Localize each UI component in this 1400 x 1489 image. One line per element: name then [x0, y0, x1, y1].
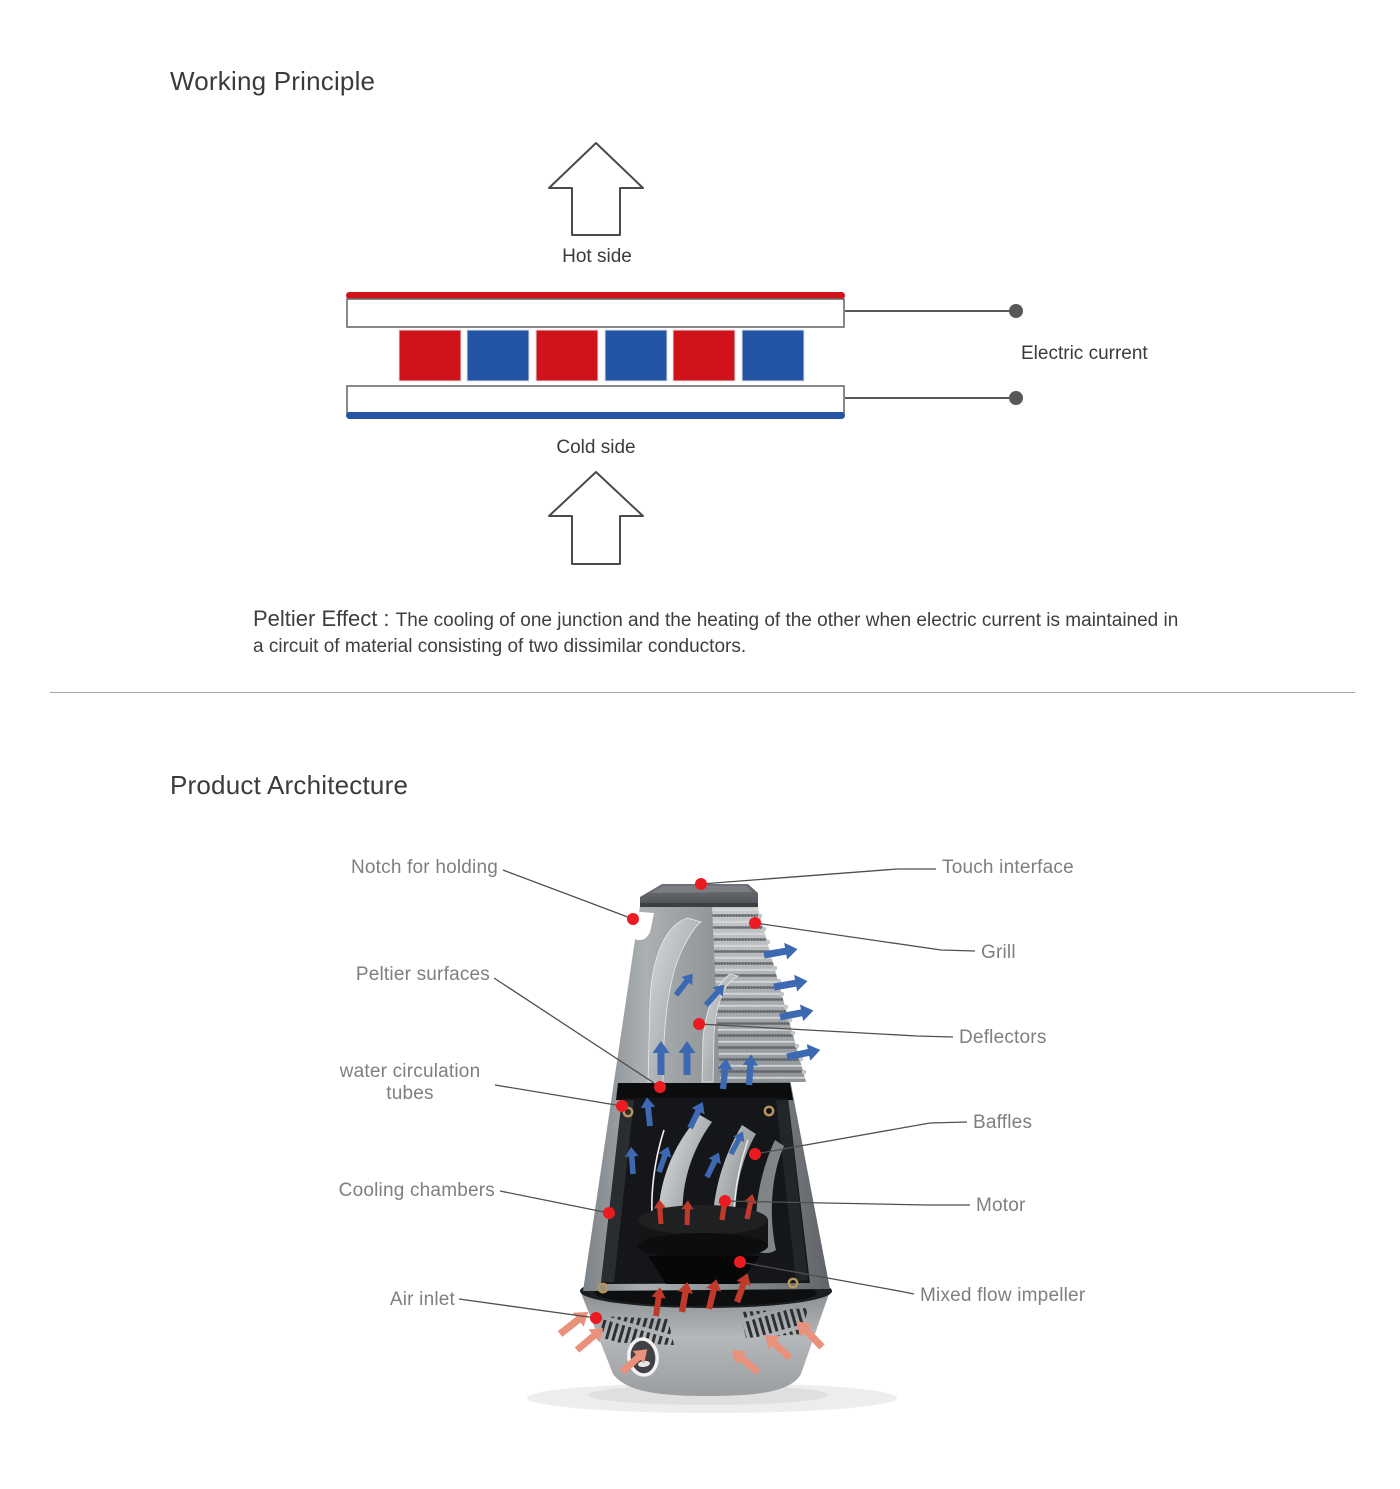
- marker-motor: [719, 1195, 731, 1207]
- semiconductor-array: [399, 330, 804, 381]
- hot-plate-bar: [346, 292, 845, 299]
- working-principle-title: Working Principle: [170, 66, 376, 96]
- callout-label-water-circulation-tubes: water circulation tubes: [339, 1061, 481, 1104]
- device-illustration: [527, 884, 897, 1413]
- cap-lip: [640, 903, 758, 907]
- cold-side-arrow-icon: [549, 472, 643, 564]
- callout-label-grill: Grill: [981, 942, 1016, 963]
- marker-grill: [749, 917, 761, 929]
- marker-baffles: [749, 1148, 761, 1160]
- semiconductor-square-cold: [605, 330, 667, 381]
- cold-side-label: Cold side: [556, 437, 636, 458]
- terminal-dot: [1009, 304, 1023, 318]
- callout-label-peltier-surfaces: Peltier surfaces: [355, 964, 490, 985]
- section-divider: [50, 692, 1355, 693]
- bottom-ceramic-plate: [347, 386, 844, 413]
- semiconductor-square-hot: [536, 330, 598, 381]
- callout-label-notch-for-holding: Notch for holding: [350, 857, 498, 878]
- marker-notch: [627, 913, 639, 925]
- chamber-shelf: [616, 1083, 793, 1100]
- terminal-dot: [1009, 391, 1023, 405]
- marker-air-inlet: [590, 1312, 602, 1324]
- callout-label-motor: Motor: [976, 1195, 1026, 1216]
- product-architecture-diagram: [0, 840, 1400, 1489]
- marker-cooling-chambers: [603, 1207, 615, 1219]
- electric-current-label: Electric current: [1021, 343, 1148, 364]
- marker-water-tubes: [616, 1100, 628, 1112]
- callout-label-baffles: Baffles: [973, 1112, 1033, 1133]
- hot-side-arrow-icon: [549, 143, 643, 235]
- hot-side-label: Hot side: [562, 246, 632, 267]
- callout-label-mixed-flow-impeller: Mixed flow impeller: [920, 1285, 1086, 1306]
- cold-plate-bar: [346, 412, 845, 419]
- semiconductor-square-hot: [399, 330, 461, 381]
- callout-label-touch-interface: Touch interface: [942, 857, 1074, 878]
- marker-mixed-flow-impeller: [734, 1256, 746, 1268]
- peltier-effect-description: [253, 604, 1183, 661]
- callout-label-air-inlet: Air inlet: [389, 1289, 455, 1310]
- callout-label-deflectors: Deflectors: [959, 1027, 1047, 1048]
- circuit-wires: [845, 311, 1016, 398]
- peltier-effect-body: The cooling of one junction and the heating of the other when electric current is maintained in a circuit of material consisting of two dissimilar conductors.: [253, 610, 1179, 658]
- marker-touch-interface: [695, 878, 707, 890]
- marker-deflectors: [693, 1018, 705, 1030]
- peltier-diagram: [0, 0, 1400, 700]
- product-architecture-title: Product Architecture: [170, 770, 409, 800]
- semiconductor-square-hot: [673, 330, 735, 381]
- top-ceramic-plate: [347, 299, 844, 327]
- callout-label-cooling-chambers: Cooling chambers: [338, 1180, 495, 1201]
- peltier-effect-lead: Peltier Effect :: [253, 606, 396, 631]
- marker-peltier-surfaces: [654, 1081, 666, 1093]
- semiconductor-square-cold: [467, 330, 529, 381]
- semiconductor-square-cold: [742, 330, 804, 381]
